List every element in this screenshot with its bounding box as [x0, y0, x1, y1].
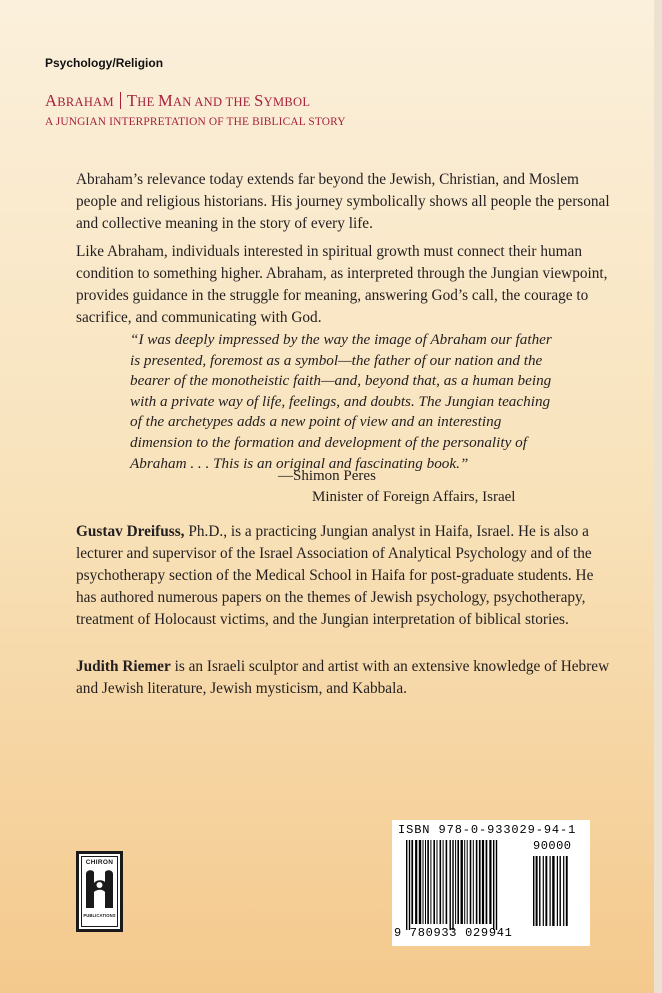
illustrator-name: Judith Riemer: [76, 658, 171, 675]
isbn-barcode: [392, 820, 590, 946]
illustrator-bio: Judith Riemer is an Israeli sculptor and artist with an extensive knowledge of Hebrew and Jewish literature, Jewish mysticism, and Kabbala.: [76, 658, 610, 697]
book-subtitle: A JUNGIAN INTERPRETATION OF THE BIBLICAL STORY: [45, 116, 346, 128]
ean-digits: 9 780933 029941: [394, 926, 513, 940]
author-bio: Gustav Dreifuss, Ph.D., is a practicing Jungian analyst in Haifa, Israel. He is also a lecturer and supervisor of the Israel Association of Analytical Psychology and of the psychotherapy section of the Medical School in Haifa for post-graduate students. He has authored numerous papers on the themes of Jewish psychology, psychotherapy, treatment of Holocaust victims, and the Jungian interpretation of biblical stories.: [76, 523, 594, 628]
chiron-publisher-logo: [76, 851, 123, 932]
price-code: 90000: [533, 839, 572, 853]
description-paragraph-1: Abraham’s relevance today extends far beyond the Jewish, Christian, and Moslem people and religious historians. His journey symbolically shows all people the personal and collective meaning in the story of every life.: [76, 171, 610, 232]
endorsement-quote: “I was deeply impressed by the way the image of Abraham our father is presented, foremost as a symbol—the father of our nation and the bearer of the monotheistic faith—and, beyond that, as a human being with a private way of life, feelings, and doubts. The Jungian teaching of the archetypes adds a new point of view and an interesting dimension to the formation and development of the personality of Abraham . . . This is an original and fascinating book.”: [130, 331, 552, 472]
book-title: ABRAHAM THE MAN AND THE SYMBOL: [45, 91, 311, 110]
title-divider: [120, 92, 121, 109]
logo-top-text: CHIRON: [85, 859, 114, 866]
attribution-name: —Shimon Peres: [278, 468, 376, 484]
category-label: Psychology/Religion: [45, 56, 164, 70]
description-paragraph-2: Like Abraham, individuals interested in spiritual growth must connect their human condition to something higher. Abraham, as interpreted through the Jungian viewpoint, provides guidance in the struggle for meaning, answering God’s call, the courage to sacrifice, and communicating with God.: [76, 243, 608, 326]
cover-edge: [654, 0, 662, 993]
author-name: Gustav Dreifuss,: [76, 523, 185, 540]
isbn-label: ISBN 978-0-933029-94-1: [398, 823, 577, 837]
centaur-h-icon: [83, 868, 116, 912]
quote-attribution: [278, 466, 515, 507]
attribution-title: Minister of Foreign Affairs, Israel: [312, 488, 516, 505]
logo-bottom-text: PUBLICATIONS: [83, 913, 116, 918]
